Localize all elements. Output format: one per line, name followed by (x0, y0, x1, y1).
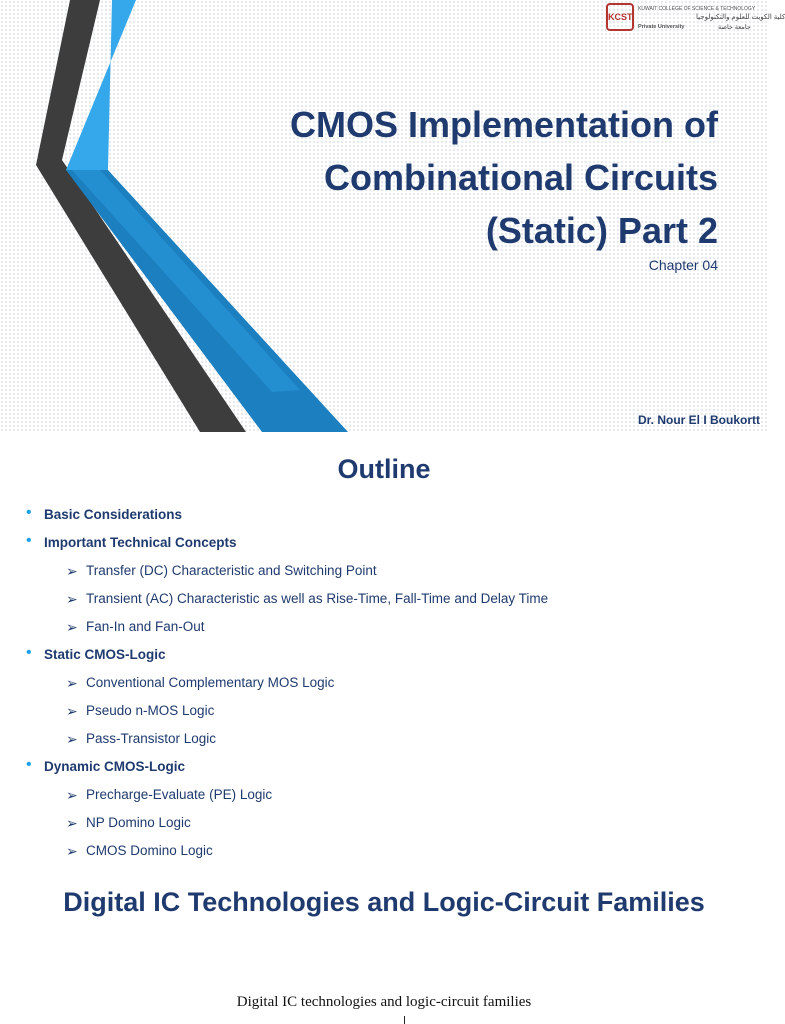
outline-item (24, 757, 764, 785)
bullet-icon: • (26, 644, 32, 661)
arrow-bullet-icon: ➢ (66, 619, 78, 635)
outline-subitem (24, 701, 764, 729)
arrow-bullet-icon: ➢ (66, 731, 78, 747)
outline-subitem (24, 617, 764, 645)
diagram-connector (404, 1016, 405, 1024)
diagram-caption: Digital IC technologies and logic-circuit families (236, 994, 532, 1010)
outline-subitem (24, 561, 764, 589)
outline-item-text: Dynamic CMOS-Logic (44, 759, 186, 774)
logo-arabic-name: كلية الكويت للعلوم والتكنولوجيا (696, 14, 785, 21)
bullet-icon: • (26, 756, 32, 773)
technologies-slide (0, 864, 768, 1024)
arrow-bullet-icon: ➢ (66, 591, 78, 607)
logo-mark: KCST (606, 3, 634, 31)
arrow-bullet-icon: ➢ (66, 563, 78, 579)
outline-item-text: CMOS Domino Logic (86, 843, 213, 858)
outline-item-text: Precharge-Evaluate (PE) Logic (86, 787, 273, 802)
outline-subitem (24, 785, 764, 813)
outline-item (24, 505, 764, 533)
author-name: Dr. Nour El I Boukortt (637, 413, 760, 427)
outline-subitem (24, 813, 764, 841)
chapter-label: Chapter 04 (648, 257, 718, 273)
outline-slide (0, 432, 768, 864)
arrow-bullet-icon: ➢ (66, 787, 78, 803)
outline-item (24, 645, 764, 673)
title-line-3: (Static) Part 2 (485, 210, 718, 251)
outline-item-text: Important Technical Concepts (44, 535, 237, 550)
arrow-bullet-icon: ➢ (66, 815, 78, 831)
title-line-1: CMOS Implementation of (289, 104, 718, 145)
outline-subitem (24, 673, 764, 701)
arrow-bullet-icon: ➢ (66, 703, 78, 719)
outline-item-text: Pseudo n-MOS Logic (86, 703, 215, 718)
outline-subitem (24, 729, 764, 757)
title-line-2: Combinational Circuits (323, 157, 718, 198)
outline-item-text: Transfer (DC) Characteristic and Switching Point (86, 563, 377, 578)
logo-arabic-sub: جامعة خاصة (718, 24, 751, 31)
bullet-icon: • (26, 532, 32, 549)
college-logo (606, 3, 785, 33)
outline-list (24, 505, 764, 869)
arrow-bullet-icon: ➢ (66, 675, 78, 691)
arrow-bullet-icon: ➢ (66, 843, 78, 859)
logo-english-name: KUWAIT COLLEGE OF SCIENCE & TECHNOLOGY (638, 6, 756, 12)
slide-title (198, 98, 718, 257)
outline-subitem (24, 589, 764, 617)
technologies-heading: Digital IC Technologies and Logic-Circuit Families (63, 887, 705, 917)
outline-item-text: NP Domino Logic (86, 815, 191, 830)
outline-item (24, 533, 764, 561)
outline-item-text: Fan-In and Fan-Out (86, 619, 205, 634)
logo-english-sub: Private University (638, 24, 685, 30)
outline-item-text: Pass-Transistor Logic (86, 731, 217, 746)
outline-item-text: Static CMOS-Logic (44, 647, 166, 662)
outline-heading: Outline (337, 454, 431, 484)
outline-item-text: Transient (AC) Characteristic as well as Rise-Time, Fall-Time and Delay Time (86, 591, 549, 606)
bullet-icon: • (26, 504, 32, 521)
title-slide (0, 0, 785, 432)
outline-item-text: Conventional Complementary MOS Logic (86, 675, 335, 690)
outline-item-text: Basic Considerations (44, 507, 183, 522)
